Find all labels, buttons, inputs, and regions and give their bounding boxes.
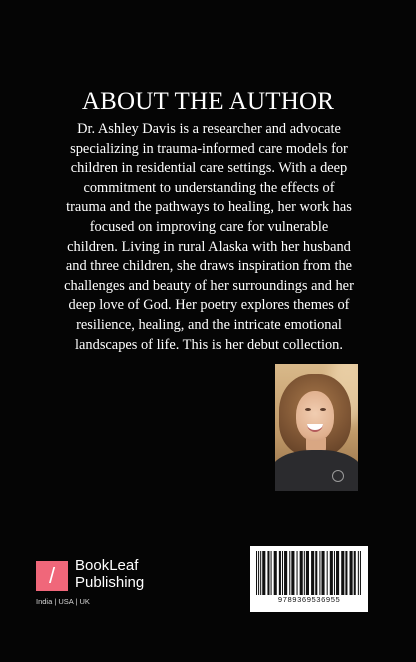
publisher-name	[75, 557, 144, 591]
barcode-bar	[260, 551, 261, 595]
bio-line: challenges and beauty of her surroundings and her	[64, 277, 354, 294]
barcode-bar	[274, 551, 277, 595]
shirt-emblem-icon	[332, 470, 344, 482]
barcode-bar	[271, 551, 272, 595]
barcode-bar	[345, 551, 347, 595]
barcode-bar	[358, 551, 359, 595]
barcode-bar	[354, 551, 356, 595]
bio-line: focused on improving care for vulnerable	[89, 218, 329, 235]
author-face	[296, 391, 334, 441]
barcode-bar	[360, 551, 361, 595]
barcode-bar	[284, 551, 287, 595]
barcode-bar	[336, 551, 339, 595]
barcode-bar	[350, 551, 353, 595]
right-eye	[320, 408, 326, 411]
barcode-bar	[330, 551, 333, 595]
barcode-bar	[282, 551, 283, 595]
barcode-bar	[258, 551, 259, 595]
publisher-slash-icon: /	[36, 561, 68, 591]
left-eye	[305, 408, 311, 411]
bio-line: landscapes of life. This is her debut collection.	[75, 336, 343, 353]
bio-line: commitment to understanding the effects of	[83, 179, 335, 196]
bio-line: children in residential care settings. With a deep	[70, 160, 348, 177]
barcode-bar	[256, 551, 257, 595]
publisher-name-line1: BookLeaf	[75, 557, 139, 574]
barcode-bar	[304, 551, 305, 595]
barcode-bar	[262, 551, 265, 595]
barcode-bar	[279, 551, 281, 595]
bio-line: resilience, healing, and the intricate emotional	[76, 316, 342, 333]
isbn-number: 9789369536955	[277, 597, 341, 605]
barcode-bar	[306, 551, 309, 595]
publisher-regions: India | USA | UK	[36, 597, 90, 606]
barcode-bar	[297, 551, 298, 595]
barcode-bar	[267, 551, 269, 595]
barcode-bars	[256, 551, 362, 595]
barcode-bar	[315, 551, 317, 595]
barcode-bar	[311, 551, 314, 595]
barcode-bar	[289, 551, 290, 595]
bio-line: children. Living in rural Alaska with her husband	[67, 238, 351, 255]
bio-line: deep love of God. Her poetry explores themes of	[68, 297, 350, 314]
publisher-name-line2: Publishing	[75, 574, 145, 591]
section-heading: ABOUT THE AUTHOR	[81, 87, 335, 115]
barcode-bar	[327, 551, 328, 595]
bio-line: and three children, she draws inspiration from the	[65, 258, 353, 275]
barcode-bar	[319, 551, 320, 595]
author-bio	[48, 120, 370, 355]
bio-line: specializing in trauma-informed care models for	[70, 140, 348, 157]
bio-line: trauma and the pathways to healing, her work has	[66, 199, 352, 216]
author-shirt	[275, 450, 358, 491]
author-photo	[275, 364, 358, 491]
barcode-bar	[321, 551, 324, 595]
publisher-logo	[36, 557, 176, 627]
bio-line: Dr. Ashley Davis is a researcher and advocate	[77, 121, 341, 137]
barcode-bar	[291, 551, 294, 595]
isbn-barcode	[250, 546, 368, 612]
barcode-bar	[334, 551, 335, 595]
barcode-bar	[300, 551, 303, 595]
barcode-bar	[341, 551, 344, 595]
